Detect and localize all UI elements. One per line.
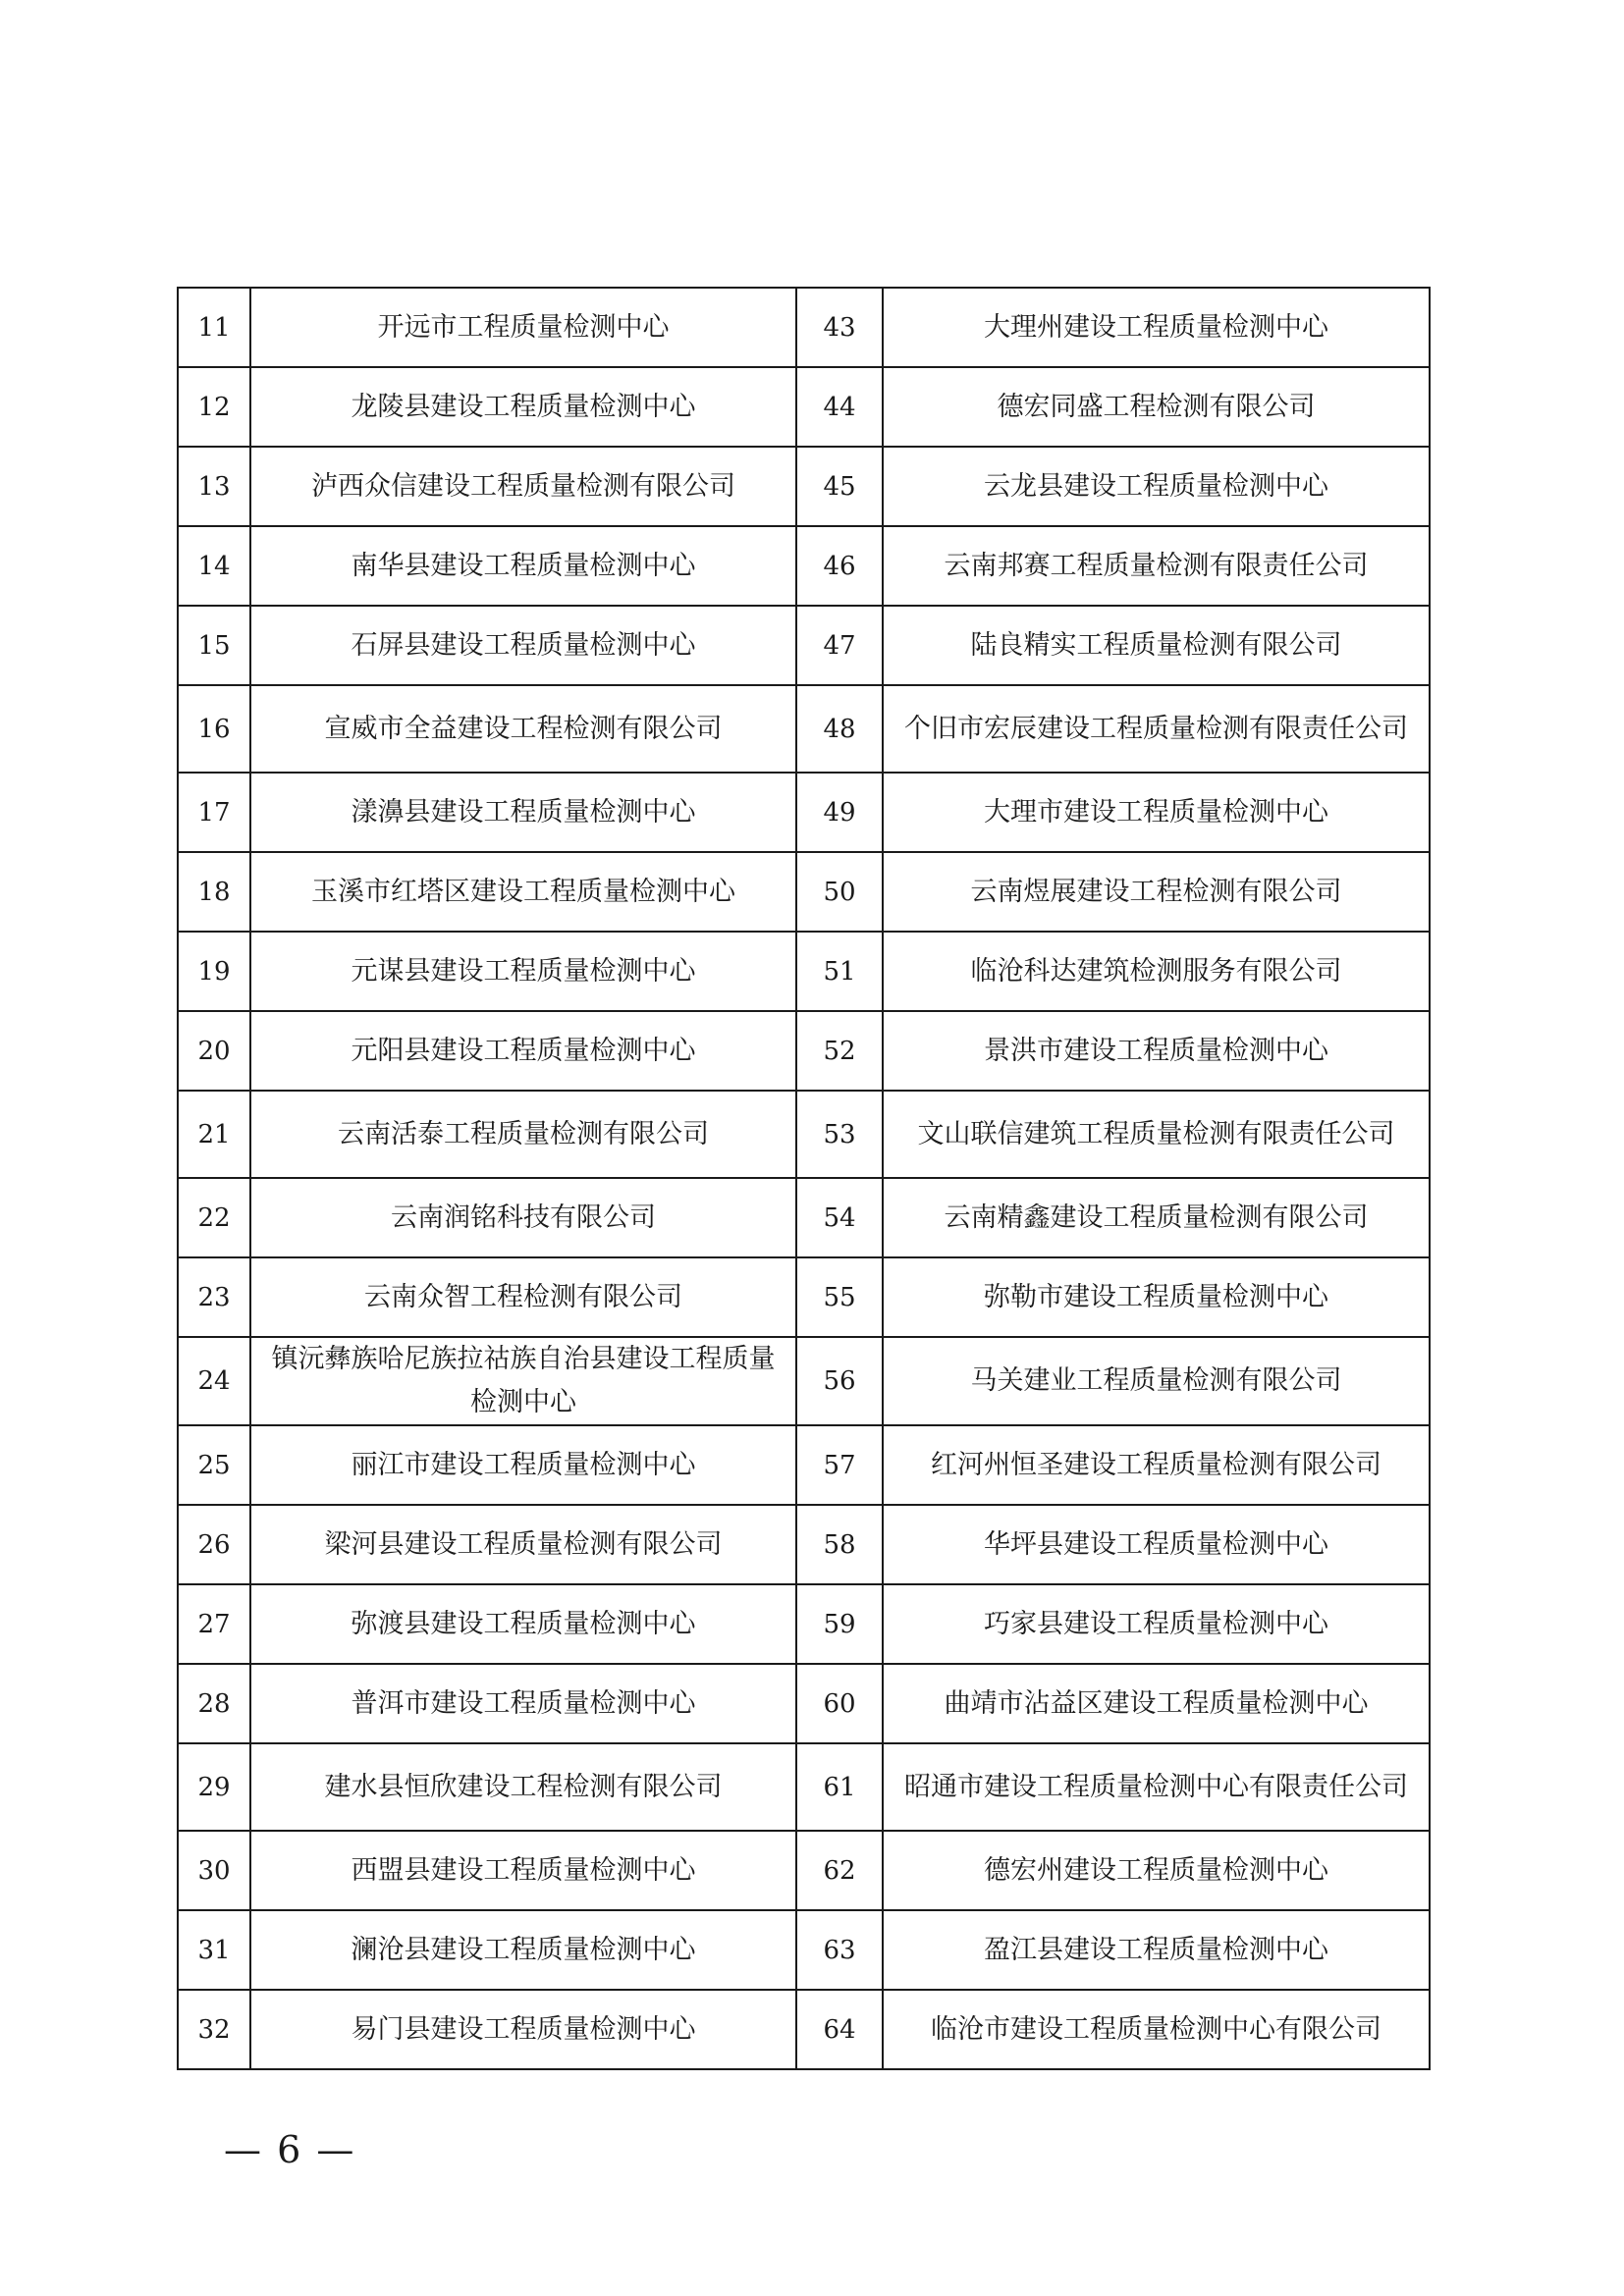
institution-name-right: 个旧市宏辰建设工程质量检测有限责任公司	[883, 685, 1430, 773]
institution-name-right: 弥勒市建设工程质量检测中心	[883, 1257, 1430, 1337]
table-row	[178, 1091, 1430, 1178]
row-number-right: 53	[796, 1091, 883, 1178]
row-number-right: 54	[796, 1178, 883, 1257]
institution-name-left: 玉溪市红塔区建设工程质量检测中心	[250, 852, 796, 932]
row-number-right: 49	[796, 773, 883, 852]
institution-name-right: 文山联信建筑工程质量检测有限责任公司	[883, 1091, 1430, 1178]
institution-name-left: 南华县建设工程质量检测中心	[250, 526, 796, 606]
table-row	[178, 447, 1430, 526]
institution-name-left: 建水县恒欣建设工程检测有限公司	[250, 1743, 796, 1831]
institution-name-left: 西盟县建设工程质量检测中心	[250, 1831, 796, 1910]
institution-name-left: 弥渡县建设工程质量检测中心	[250, 1584, 796, 1664]
table-row	[178, 1664, 1430, 1743]
institution-name-left: 宣威市全益建设工程检测有限公司	[250, 685, 796, 773]
institution-name-right: 盈江县建设工程质量检测中心	[883, 1910, 1430, 1990]
row-number-left: 12	[178, 367, 250, 447]
institution-name-left: 漾濞县建设工程质量检测中心	[250, 773, 796, 852]
row-number-right: 45	[796, 447, 883, 526]
row-number-left: 29	[178, 1743, 250, 1831]
institution-name-left: 澜沧县建设工程质量检测中心	[250, 1910, 796, 1990]
row-number-right: 46	[796, 526, 883, 606]
institution-name-right: 德宏同盛工程检测有限公司	[883, 367, 1430, 447]
table-row	[178, 1178, 1430, 1257]
table-row	[178, 526, 1430, 606]
institution-name-left: 丽江市建设工程质量检测中心	[250, 1425, 796, 1505]
row-number-right: 60	[796, 1664, 883, 1743]
institution-name-left: 元阳县建设工程质量检测中心	[250, 1011, 796, 1091]
institution-name-right: 马关建业工程质量检测有限公司	[883, 1337, 1430, 1425]
institution-name-right: 陆良精实工程质量检测有限公司	[883, 606, 1430, 685]
row-number-right: 58	[796, 1505, 883, 1584]
institution-name-right: 云南精鑫建设工程质量检测有限公司	[883, 1178, 1430, 1257]
row-number-left: 18	[178, 852, 250, 932]
table-row	[178, 1011, 1430, 1091]
institution-name-right: 巧家县建设工程质量检测中心	[883, 1584, 1430, 1664]
row-number-right: 43	[796, 288, 883, 367]
table-row	[178, 1743, 1430, 1831]
row-number-right: 56	[796, 1337, 883, 1425]
table-row	[178, 685, 1430, 773]
institution-name-right: 云南煜展建设工程检测有限公司	[883, 852, 1430, 932]
institution-name-right: 德宏州建设工程质量检测中心	[883, 1831, 1430, 1910]
row-number-left: 20	[178, 1011, 250, 1091]
institution-name-left: 云南润铭科技有限公司	[250, 1178, 796, 1257]
row-number-right: 57	[796, 1425, 883, 1505]
row-number-right: 48	[796, 685, 883, 773]
institution-name-right: 红河州恒圣建设工程质量检测有限公司	[883, 1425, 1430, 1505]
institution-name-left: 云南活泰工程质量检测有限公司	[250, 1091, 796, 1178]
table-row	[178, 1337, 1430, 1425]
table-row	[178, 1990, 1430, 2069]
row-number-right: 52	[796, 1011, 883, 1091]
institution-name-right: 曲靖市沾益区建设工程质量检测中心	[883, 1664, 1430, 1743]
institution-name-right: 临沧科达建筑检测服务有限公司	[883, 932, 1430, 1011]
row-number-left: 23	[178, 1257, 250, 1337]
table-row	[178, 1257, 1430, 1337]
table-row	[178, 1831, 1430, 1910]
row-number-right: 50	[796, 852, 883, 932]
table-row	[178, 288, 1430, 367]
row-number-left: 25	[178, 1425, 250, 1505]
row-number-left: 19	[178, 932, 250, 1011]
institution-name-left: 泸西众信建设工程质量检测有限公司	[250, 447, 796, 526]
row-number-right: 59	[796, 1584, 883, 1664]
row-number-left: 28	[178, 1664, 250, 1743]
row-number-right: 55	[796, 1257, 883, 1337]
row-number-right: 47	[796, 606, 883, 685]
row-number-left: 31	[178, 1910, 250, 1990]
row-number-right: 63	[796, 1910, 883, 1990]
table-body	[178, 288, 1430, 2069]
table-row	[178, 852, 1430, 932]
row-number-left: 15	[178, 606, 250, 685]
row-number-right: 44	[796, 367, 883, 447]
institution-name-right: 昭通市建设工程质量检测中心有限责任公司	[883, 1743, 1430, 1831]
row-number-right: 64	[796, 1990, 883, 2069]
institution-name-right: 大理市建设工程质量检测中心	[883, 773, 1430, 852]
institution-name-left: 普洱市建设工程质量检测中心	[250, 1664, 796, 1743]
row-number-right: 51	[796, 932, 883, 1011]
institution-name-left: 龙陵县建设工程质量检测中心	[250, 367, 796, 447]
institution-name-left: 易门县建设工程质量检测中心	[250, 1990, 796, 2069]
institution-name-right: 临沧市建设工程质量检测中心有限公司	[883, 1990, 1430, 2069]
row-number-left: 17	[178, 773, 250, 852]
institution-name-right: 云龙县建设工程质量检测中心	[883, 447, 1430, 526]
row-number-right: 61	[796, 1743, 883, 1831]
institution-list-table	[177, 287, 1431, 2070]
institution-name-right: 华坪县建设工程质量检测中心	[883, 1505, 1430, 1584]
table-row	[178, 367, 1430, 447]
institution-name-left: 元谋县建设工程质量检测中心	[250, 932, 796, 1011]
row-number-left: 26	[178, 1505, 250, 1584]
page-number: — 6 —	[224, 2128, 356, 2171]
row-number-left: 14	[178, 526, 250, 606]
table-row	[178, 932, 1430, 1011]
institution-name-right: 大理州建设工程质量检测中心	[883, 288, 1430, 367]
table-row	[178, 606, 1430, 685]
row-number-left: 24	[178, 1337, 250, 1425]
row-number-left: 30	[178, 1831, 250, 1910]
institution-name-left: 镇沅彝族哈尼族拉祜族自治县建设工程质量检测中心	[250, 1337, 796, 1425]
institution-name-left: 开远市工程质量检测中心	[250, 288, 796, 367]
table-row	[178, 1584, 1430, 1664]
institution-name-left: 云南众智工程检测有限公司	[250, 1257, 796, 1337]
row-number-left: 21	[178, 1091, 250, 1178]
row-number-left: 27	[178, 1584, 250, 1664]
table-row	[178, 1425, 1430, 1505]
row-number-left: 22	[178, 1178, 250, 1257]
row-number-left: 32	[178, 1990, 250, 2069]
row-number-left: 11	[178, 288, 250, 367]
table-row	[178, 1910, 1430, 1990]
institution-name-right: 云南邦赛工程质量检测有限责任公司	[883, 526, 1430, 606]
institution-name-left: 石屏县建设工程质量检测中心	[250, 606, 796, 685]
row-number-left: 13	[178, 447, 250, 526]
table-row	[178, 1505, 1430, 1584]
row-number-right: 62	[796, 1831, 883, 1910]
row-number-left: 16	[178, 685, 250, 773]
table-row	[178, 773, 1430, 852]
institution-name-left: 梁河县建设工程质量检测有限公司	[250, 1505, 796, 1584]
institution-name-right: 景洪市建设工程质量检测中心	[883, 1011, 1430, 1091]
